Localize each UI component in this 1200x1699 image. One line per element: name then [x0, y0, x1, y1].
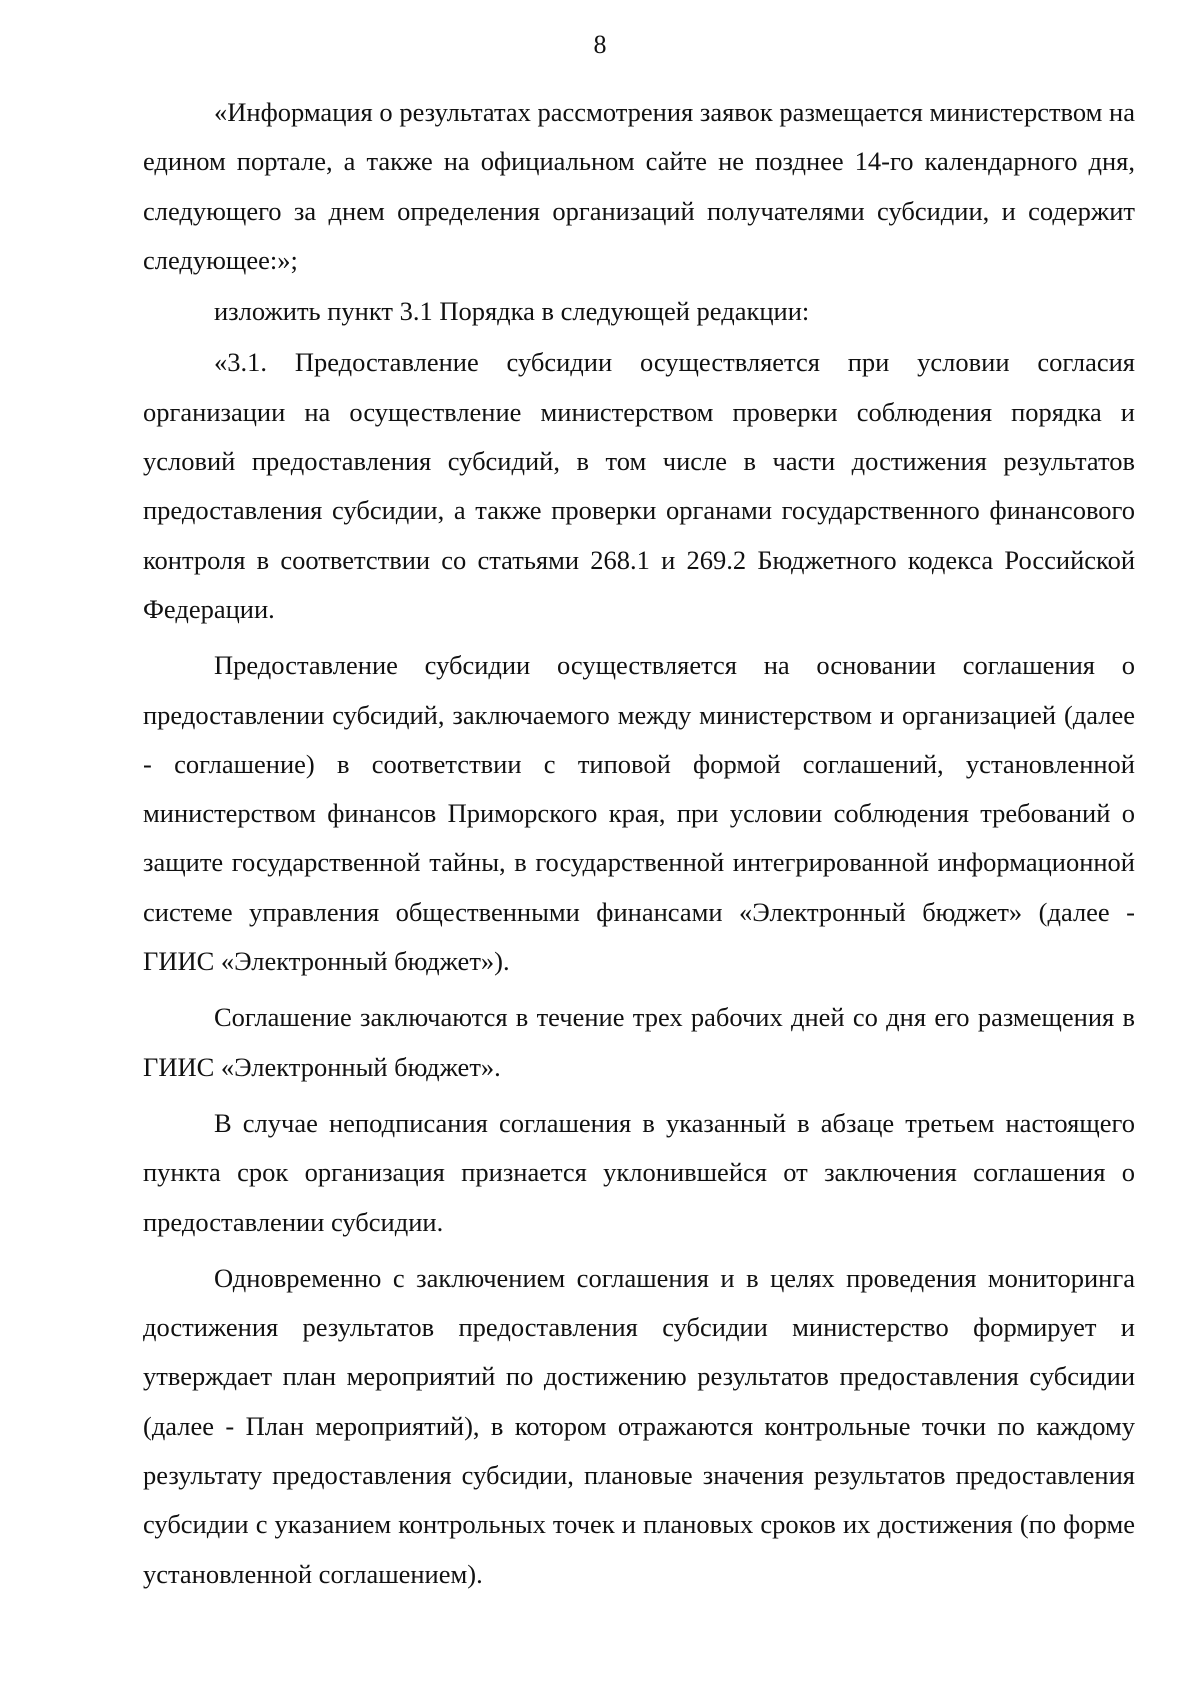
- paragraph-monitoring-plan: Одновременно с заключением соглашения и в целях проведения мониторинга достижения результатов предоставления субсидии министерство формирует и утверждает план мероприятий по достижению результатов предоставления субсидии (далее - План мероприятий), в котором отражаются контрольные точки по каждому результату предоставления субсидии, плановые значения результатов предоставления субсидии с указанием контрольных точек и плановых сроков их достижения (по форме установленной соглашением).: [143, 1262, 1135, 1589]
- paragraph-amend-clause: изложить пункт 3.1 Порядка в следующей редакции:: [214, 296, 810, 327]
- paragraph-agreement-term: Соглашение заключаются в течение трех рабочих дней со дня его размещения в ГИИС «Электронный бюджет».: [143, 1002, 1135, 1082]
- paragraph-agreement-basis: Предоставление субсидии осуществляется на основании соглашения о предоставлении субсидий, заключаемого между министерством и организацией (далее - соглашение) в соответствии с типовой формой соглашений, установленной министерством финансов Приморского края, при условии соблюдения требований о защите государственной тайны, в государственной интегрированной информационной системе управления общественными финансами «Электронный бюджет» (далее - ГИИС «Электронный бюджет»).: [143, 650, 1135, 977]
- paragraph-non-signing: В случае неподписания соглашения в указанный в абзаце третьем настоящего пункта срок организация признается уклонившейся от заключения соглашения о предоставлении субсидии.: [143, 1107, 1135, 1237]
- page-number: 8: [593, 30, 607, 59]
- paragraph-clause-3-1: «3.1. Предоставление субсидии осуществляется при условии согласия организации на осуществление министерством проверки соблюдения порядка и условий предоставления субсидий, в том числе в части достижения результатов предоставления субсидии, а также проверки органами государственного финансового контроля в соответствии со статьями 268.1 и 269.2 Бюджетного кодекса Российской Федерации.: [143, 347, 1135, 624]
- paragraph-info-results: «Информация о результатах рассмотрения заявок размещается министерством на едином портале, а также на официальном сайте не позднее 14-го календарного дня, следующего за днем определения организаций получателями субсидии, и содержит следующее:»;: [143, 97, 1135, 275]
- document-body: [143, 88, 1135, 1599]
